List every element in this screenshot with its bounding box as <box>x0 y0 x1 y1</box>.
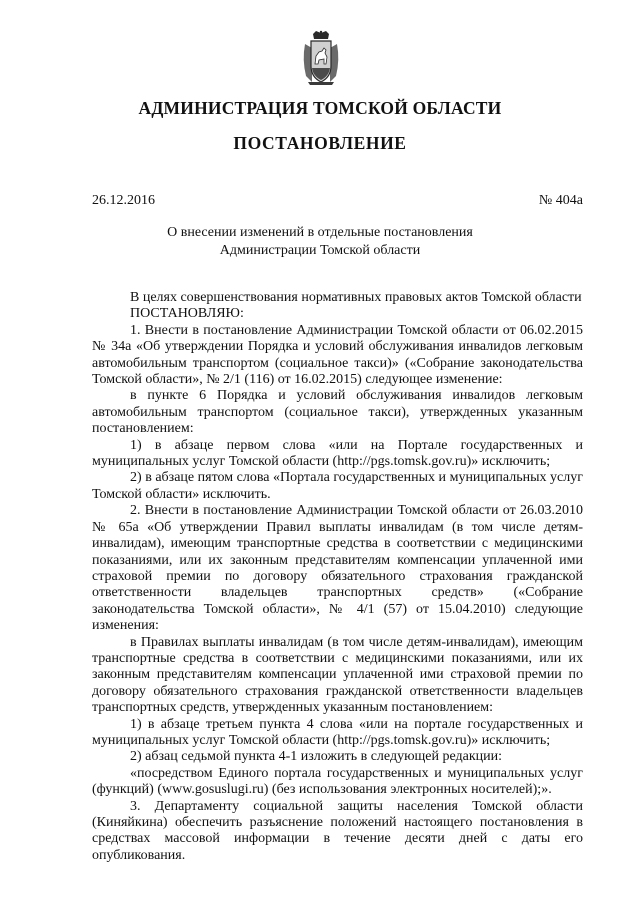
subject-line-2: Администрации Томской области <box>219 243 421 258</box>
body-paragraph-item-2-sub-2: 2) абзац седьмой пункта 4-1 изложить в следующей редакции: <box>130 749 503 765</box>
body-paragraph-item-1-sub-2: 2) в абзаце пятом слова «Портала государственных и муниципальных услуг Томской области» исключить. <box>92 470 583 502</box>
subject-line-1: О внесении изменений в отдельные постановления <box>167 225 473 240</box>
body-paragraph-item-2-intro: в Правилах выплаты инвалидам (в том числе детям-инвалидам), имеющим транспортные средства в соответствии с медицинскими показаниями, или их законным представителям компенсации уплаченной ими страховой премии по договору обязательного страхования гражданской ответственности владельцев транспортных средств, утвержденных указанным постановлением: <box>92 634 583 716</box>
body-paragraph-item-1-sub-1: 1) в абзаце первом слова «или на Портале государственных и муниципальных услуг Томской области (http://pgs.tomsk.gov.ru)» исключить; <box>92 437 583 470</box>
document-body <box>92 290 583 864</box>
document-subject <box>0 224 640 260</box>
body-paragraph-item-2: 2. Внести в постановление Администрации Томской области от 26.03.2010 № 65а «Об утверждении Правил выплаты инвалидам (в том числе детям-инвалидам), имеющим транспортные средства в соответствии с медицинскими показаниями, или их законным представителям компенсации уплаченной ими страховой премии по договору обязательного страхования гражданской ответственности владельцев транспортных средств» («Собрание законодательства Томской области», № 4/1 (57) от 15.04.2010) следующие изменения: <box>92 503 583 634</box>
document-date: 26.12.2016 <box>92 193 155 208</box>
organization-title: АДМИНИСТРАЦИЯ ТОМСКОЙ ОБЛАСТИ <box>138 98 502 118</box>
tomsk-coat-of-arms-icon <box>300 30 342 86</box>
body-paragraph-item-3: 3. Департаменту социальной защиты населения Томской области (Киняйкина) обеспечить разъяснение положений настоящего постановления в средствах массовой информации в течение десяти дней с даты его опубликования. <box>92 798 583 863</box>
body-paragraph-item-2-sub-1: 1) в абзаце третьем пункта 4 слова «или на портале государственных и муниципальных услуг Томской области (http://pgs.tomsk.gov.ru)» исключить; <box>92 716 583 748</box>
body-paragraph-preamble: В целях совершенствования нормативных правовых актов Томской области <box>130 290 582 305</box>
body-paragraph-item-1-intro: в пункте 6 Порядка и условий обслуживания инвалидов легковым автомобильным транспортом (социальное такси), утвержденных указанным постановлением: <box>92 388 583 437</box>
body-paragraph-item-1: 1. Внести в постановление Администрации Томской области от 06.02.2015 № 34а «Об утверждении Порядка и условий обслуживания инвалидов легковым автомобильным транспортом (социальное такси)» («Собрание законодательства Томской области», № 2/1 (116) от 16.02.2015) следующее изменение: <box>92 322 583 388</box>
body-paragraph-item-2-quote: «посредством Единого портала государственных и муниципальных услуг (функций) (www.gosuslugi.ru) (без использования электронных носителей);». <box>92 765 583 798</box>
document-type-title: ПОСТАНОВЛЕНИЕ <box>233 133 407 153</box>
document-number: № 404а <box>538 193 583 208</box>
body-paragraph-decree: ПОСТАНОВЛЯЮ: <box>130 306 244 322</box>
